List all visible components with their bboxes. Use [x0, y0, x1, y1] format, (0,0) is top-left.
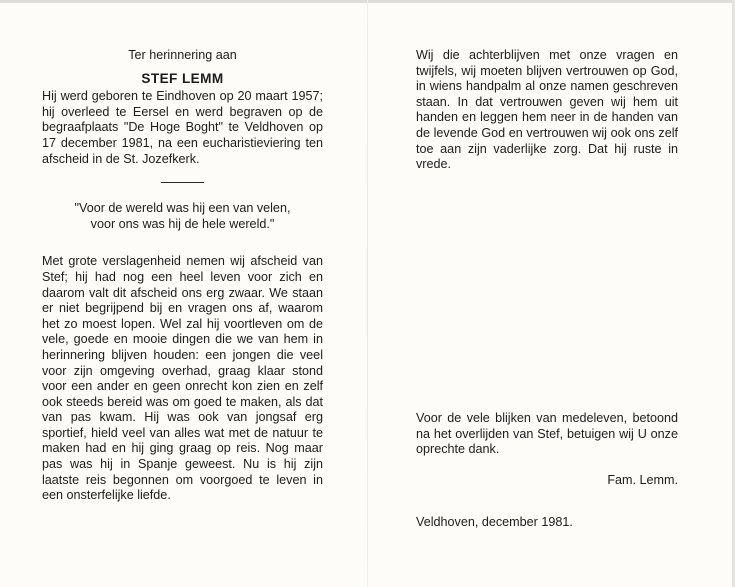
- biography-text: Hij werd geboren te Eindhoven op 20 maart 1957; hij overleed te Eersel en werd begraven op de begraafplaats "De Hoge Boght" te Veldhoven op 17 december 1981, na een eucharistieviering ten afscheid in de St. Jozefkerk.: [42, 89, 323, 166]
- left-page: [42, 40, 323, 504]
- quote-block: [42, 201, 323, 232]
- separator-rule: [161, 182, 204, 183]
- deceased-name: STEF LEMM: [141, 70, 224, 86]
- intro-text: Ter herinnering aan: [128, 48, 237, 62]
- faith-text: Wij die achterblijven met onze vragen en twijfels, wij moeten blijven vertrouwen op God, in wiens handpalm al onze namen geschreven staan. In dat vertrouwen geven wij hem uit handen en leggen hem neer in de handen van de levende God en vertrouwen wij ook ons zelf toe aan zijn vaderlijke zorg. Dat hij ruste in vrede.: [416, 48, 678, 172]
- right-page: [416, 40, 678, 173]
- place-date: Veldhoven, december 1981.: [416, 515, 573, 529]
- family-signature: Fam. Lemm.: [607, 473, 678, 487]
- quote-line-1: "Voor de wereld was hij een van velen,: [74, 201, 291, 216]
- thanks-text: Voor de vele blijken van medeleven, betoond na het overlijden van Stef, betuigen wij U onze oprechte dank.: [416, 411, 678, 457]
- farewell-text: Met grote verslagenheid nemen wij afscheid van Stef; hij had nog een heel leven voor zich en daarom valt dit afscheid ons erg zwaar. We staan er niet begrijpend bij en vragen ons af, waarom het zo moest lopen. Wel zal hij voortleven om de vele, goede en mooie dingen die we van hem in herinnering blijven houden: een jongen die veel voor zijn omgeving overhad, graag klaar stond voor een ander en geen onrecht kon zien en zelf ook steeds bereid was om goed te maken, als dat van pas kwam. Hij was ook van jongsaf erg sportief, hield veel van alles wat met de natuur te maken had en hij ging graag op reis. Nog maar pas was hij in Spanje geweest. Nu is hij zijn laatste reis begonnen om voorgoed te leven in een onsterfelijke liefde.: [42, 254, 323, 503]
- card-fold: [367, 0, 368, 587]
- quote-line-2: voor ons was hij de hele wereld.": [90, 216, 275, 231]
